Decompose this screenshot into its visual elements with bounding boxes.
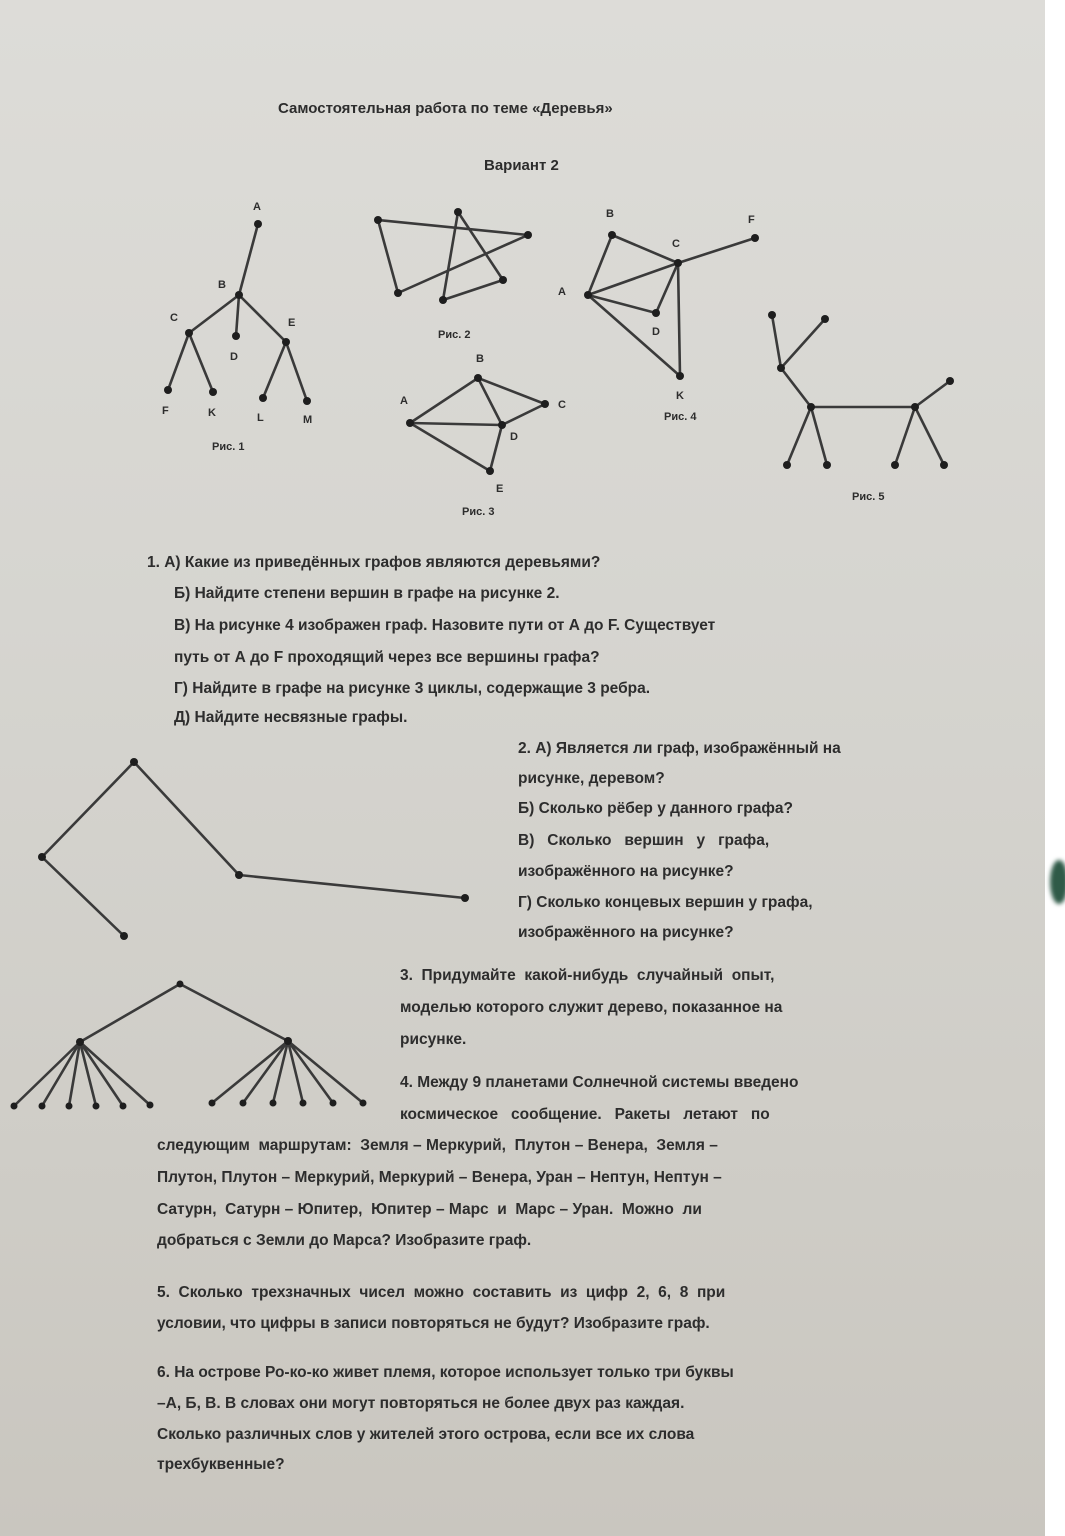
figure-5-tree — [760, 300, 980, 520]
figure-4-caption: Рис. 4 — [664, 411, 697, 423]
svg-text:F: F — [748, 214, 755, 226]
figure-1-caption: Рис. 1 — [212, 441, 245, 453]
svg-text:A: A — [558, 286, 566, 298]
question-4-line4: Плутон, Плутон – Меркурий, Меркурий – Венера, Уран – Нептун, Нептун – — [157, 1169, 722, 1186]
svg-text:M: M — [303, 414, 313, 426]
question-2c-line1: В) Сколько вершин у графа, — [518, 832, 770, 849]
question-2d-line2: изображённого на рисунке? — [518, 924, 734, 941]
question-3-tree — [0, 970, 400, 1120]
svg-text:E: E — [496, 483, 504, 495]
figure-3-caption: Рис. 3 — [462, 506, 495, 518]
svg-text:B: B — [218, 279, 226, 291]
question-2a-line2: рисунке, деревом? — [518, 770, 665, 787]
question-4-line3: следующим маршрутам: Земля – Меркурий, Плутон – Венера, Земля – — [157, 1137, 718, 1154]
svg-text:B: B — [476, 353, 484, 365]
svg-text:D: D — [652, 326, 660, 338]
question-4-line6: добраться с Земли до Марса? Изобразите граф. — [157, 1232, 532, 1249]
background-object-edge — [1050, 860, 1065, 904]
svg-text:L: L — [257, 412, 264, 424]
question-1c-line1: В) На рисунке 4 изображен граф. Назовите пути от А до F. Существует — [174, 617, 716, 634]
question-6-line2: –А, Б, В. В словах они могут повторяться не более двух раз каждая. — [157, 1395, 685, 1412]
question-2-graph — [20, 740, 500, 960]
question-4-line2: космическое сообщение. Ракеты летают по — [400, 1106, 770, 1123]
question-1e: Д) Найдите несвязные графы. — [174, 709, 408, 726]
question-1d: Г) Найдите в графе на рисунке 3 циклы, содержащие 3 ребра. — [174, 680, 651, 697]
question-5-line1: 5. Сколько трехзначных чисел можно составить из цифр 2, 6, 8 при — [157, 1284, 726, 1301]
svg-text:D: D — [510, 431, 518, 443]
figure-2-graph — [360, 195, 560, 345]
question-6-line1: 6. На острове Ро-ко-ко живет племя, которое использует только три буквы — [157, 1364, 734, 1381]
figure-2-caption: Рис. 2 — [438, 329, 471, 341]
question-5-line2: условии, что цифры в записи повторяться не будут? Изобразите граф. — [157, 1315, 710, 1332]
svg-text:C: C — [558, 399, 566, 411]
figure-1-tree — [150, 190, 350, 460]
figure-5-caption: Рис. 5 — [852, 491, 885, 503]
question-2a-line1: 2. А) Является ли граф, изображённый на — [518, 740, 841, 757]
variant-label: Вариант 2 — [484, 157, 559, 174]
svg-text:F: F — [162, 405, 169, 417]
question-4-line1: 4. Между 9 планетами Солнечной системы введено — [400, 1074, 799, 1091]
worksheet-title: Самостоятельная работа по теме «Деревья» — [278, 100, 613, 117]
question-1b: Б) Найдите степени вершин в графе на рисунке 2. — [174, 585, 560, 602]
question-3-line2: моделью которого служит дерево, показанное на — [400, 999, 783, 1016]
svg-text:B: B — [606, 208, 614, 220]
question-4-line5: Сатурн, Сатурн – Юпитер, Юпитер – Марс и Марс – Уран. Можно ли — [157, 1201, 702, 1218]
svg-text:K: K — [208, 407, 216, 419]
question-2c-line2: изображённого на рисунке? — [518, 863, 734, 880]
svg-text:E: E — [288, 317, 296, 329]
question-6-line3: Сколько различных слов у жителей этого острова, если все их слова — [157, 1426, 695, 1443]
svg-text:A: A — [253, 201, 261, 213]
question-2d-line1: Г) Сколько концевых вершин у графа, — [518, 894, 813, 911]
question-2b: Б) Сколько рёбер у данного графа? — [518, 800, 793, 817]
svg-text:A: A — [400, 395, 408, 407]
svg-text:C: C — [170, 312, 178, 324]
question-1c-line2: путь от А до F проходящий через все вершины графа? — [174, 649, 600, 666]
question-3-line1: 3. Придумайте какой-нибудь случайный опыт, — [400, 967, 775, 984]
figure-4-graph — [550, 195, 780, 435]
question-3-line3: рисунке. — [400, 1031, 467, 1048]
svg-text:D: D — [230, 351, 238, 363]
question-6-line4: трехбуквенные? — [157, 1456, 285, 1473]
svg-text:K: K — [676, 390, 684, 402]
question-1a: 1. А) Какие из приведённых графов являются деревьями? — [147, 554, 601, 571]
svg-text:C: C — [672, 238, 680, 250]
